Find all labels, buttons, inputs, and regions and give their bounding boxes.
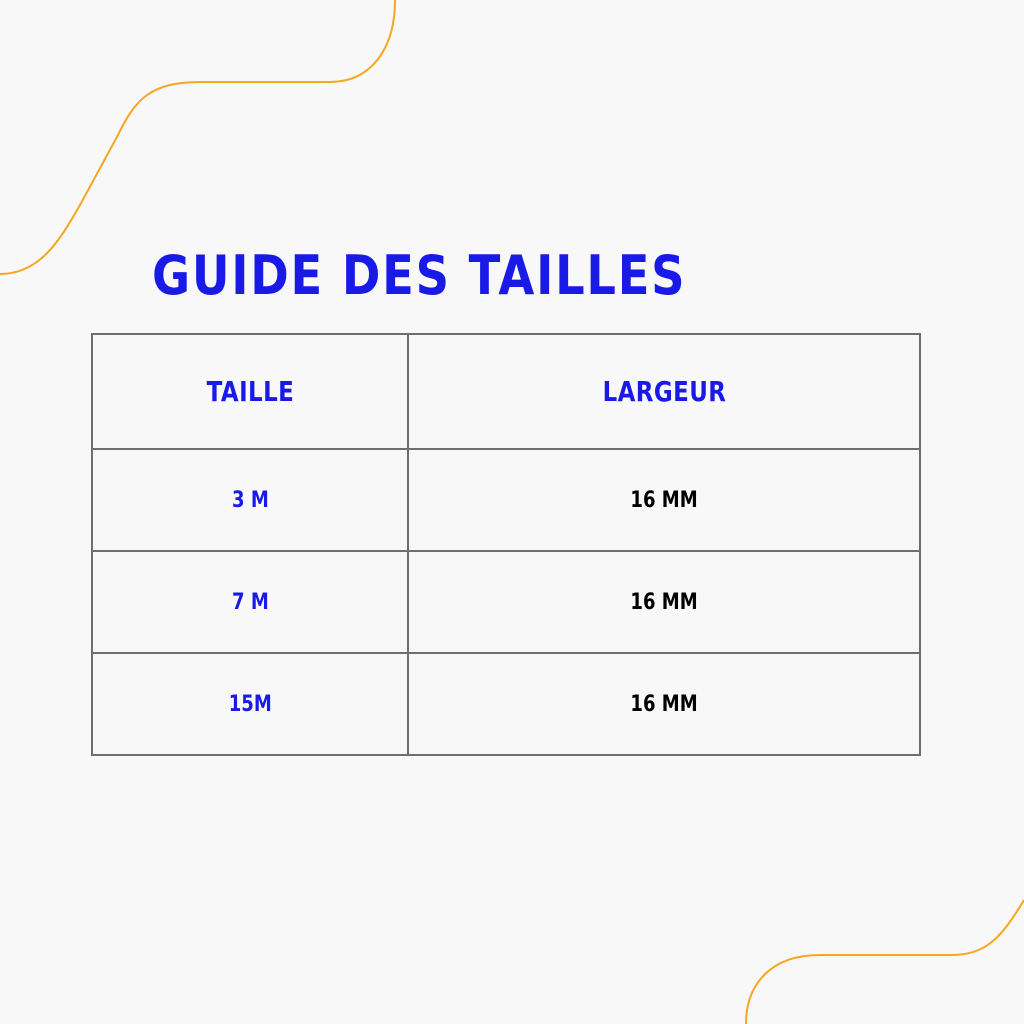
- header-largeur-label: LARGEUR: [602, 375, 726, 408]
- table-row: [92, 551, 920, 653]
- cell-largeur-value: 16 MM: [630, 487, 698, 513]
- table-header-row: [92, 334, 920, 449]
- header-largeur: [408, 334, 920, 449]
- size-guide-table: [91, 333, 921, 756]
- cell-taille-value: 15M: [228, 691, 272, 717]
- cell-taille-value: 3 M: [231, 487, 269, 513]
- cell-taille: [92, 551, 408, 653]
- cell-largeur: [408, 551, 920, 653]
- cell-largeur: [408, 449, 920, 551]
- table-row: [92, 653, 920, 755]
- cell-taille-value: 7 M: [231, 589, 269, 615]
- top-left-curve: [0, 0, 395, 274]
- cell-largeur: [408, 653, 920, 755]
- header-taille-label: TAILLE: [206, 375, 294, 408]
- cell-taille: [92, 653, 408, 755]
- cell-largeur-value: 16 MM: [630, 691, 698, 717]
- bottom-right-curve: [746, 900, 1024, 1024]
- cell-taille: [92, 449, 408, 551]
- table-row: [92, 449, 920, 551]
- header-taille: [92, 334, 408, 449]
- page-title: GUIDE DES TAILLES: [152, 244, 687, 307]
- cell-largeur-value: 16 MM: [630, 589, 698, 615]
